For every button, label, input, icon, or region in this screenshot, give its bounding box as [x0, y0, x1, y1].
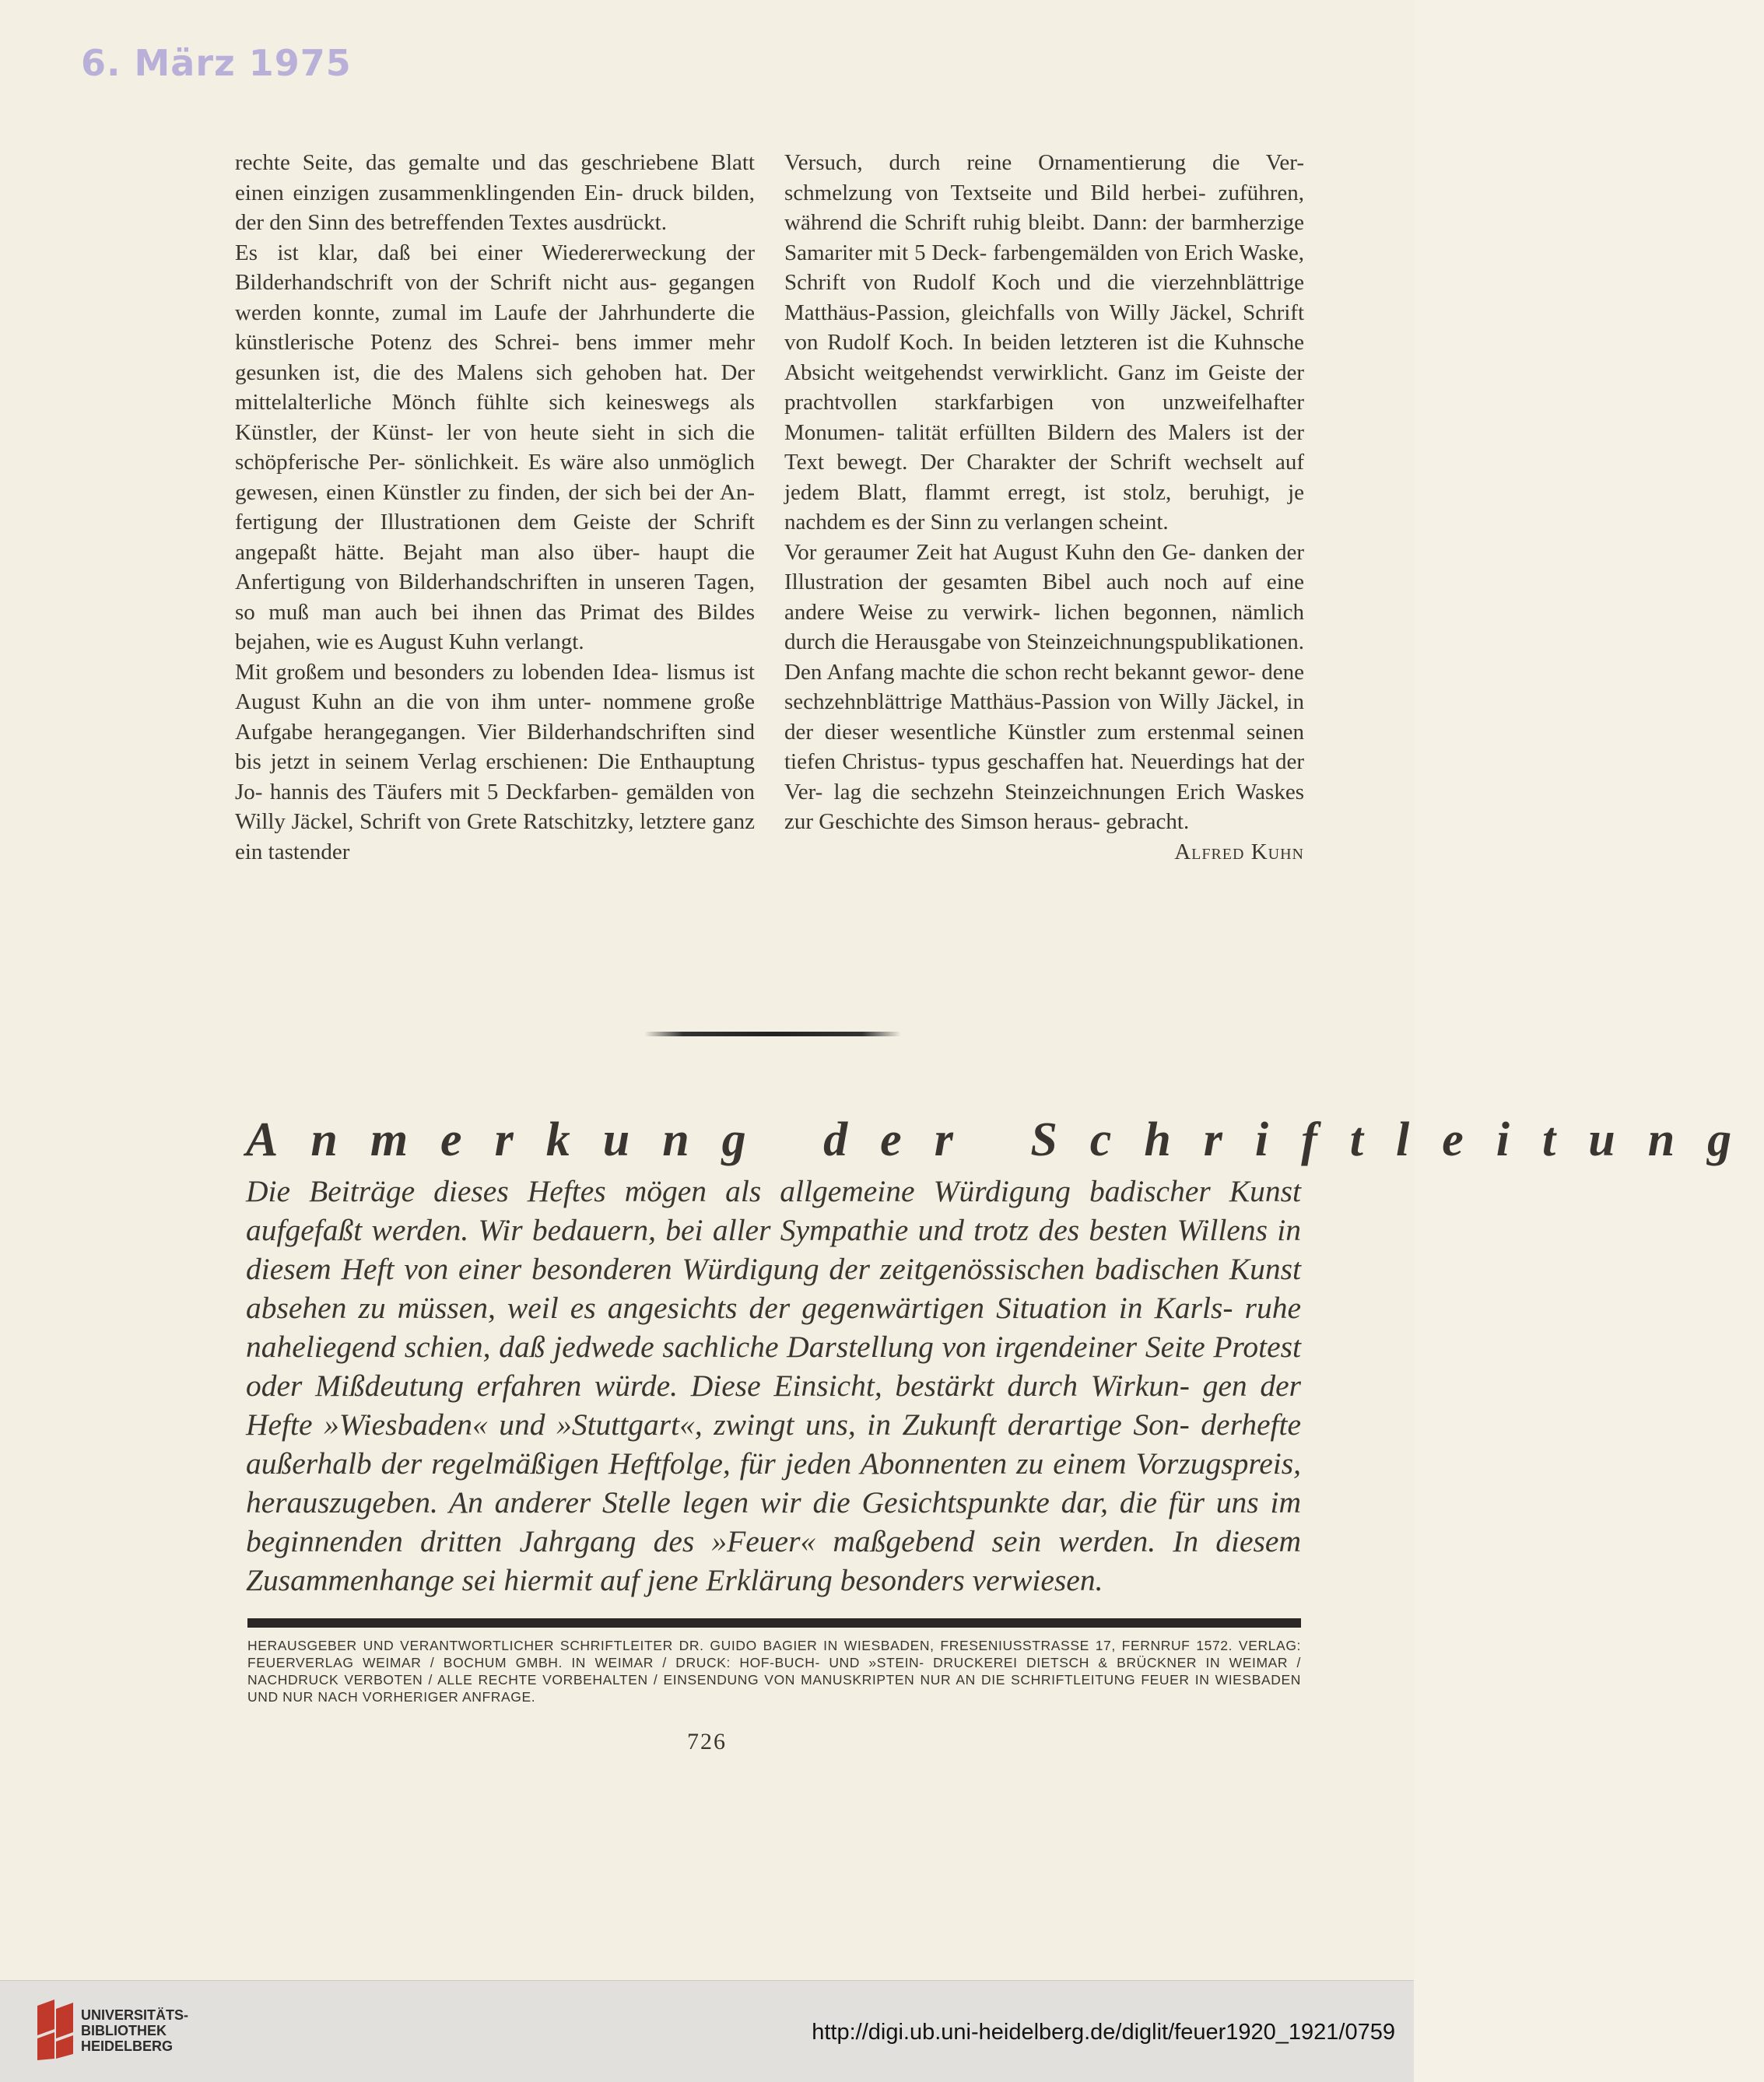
library-name-line: UNIVERSITÄTS-	[81, 2007, 189, 2023]
editorial-note	[246, 1113, 1764, 1600]
paragraph: Vor geraumer Zeit hat August Kuhn den Ge- danken der Illustration der gesamten Bibel auch noch auf eine andere Weise zu verwirk- lichen begonnen, nämlich durch die Herausgabe von Steinzeichnungspublikationen. Den Anfang machte die schon recht bekannt gewor- dene sechzehnblättrige Matthäus-Passion von Willy Jäckel, in der dieser wesentliche Künstler zum erstenmal seinen tiefen Christus- typus geschaffen hat. Neuerdings hat der Ver- lag die sechzehn Steinzeichnungen Erich Waskes zur Geschichte des Simson heraus- gebracht.	[784, 539, 1304, 834]
page-number: 726	[687, 1729, 727, 1754]
library-banner	[0, 1980, 1414, 2082]
section-divider	[644, 1032, 901, 1036]
source-url[interactable]: http://digi.ub.uni-heidelberg.de/diglit/feuer1920_1921/0759	[812, 2020, 1395, 2045]
paragraph: Versuch, durch reine Ornamentierung die Ver- schmelzung von Textseite und Bild herbei- zuführen, während die Schrift ruhig bleibt. Dann: der barmherzige Samariter mit 5 Deck- farbengemälden von Erich Waske, Schrift von Rudolf Koch und die vierzehnblättrige Matthäus-Passion, gleichfalls von Willy Jäckel, Schrift von Rudolf Koch. In beiden letzteren ist die Kuhnsche Absicht weitgehendst verwirklicht. Ganz im Geiste der prachtvollen starkfarbigen von unzweifelhafter Monumen- talität erfüllten Bildern des Malers ist der Text bewegt. Der Charakter der Schrift wechselt auf jedem Blatt, flammt erregt, ist stolz, beruhigt, je nachdem es der Sinn zu verlangen scheint.	[784, 150, 1304, 535]
date-stamp: 6. März 1975	[81, 42, 352, 84]
note-heading: Anmerkung der Schriftleitung	[246, 1113, 1764, 1166]
paragraph: rechte Seite, das gemalte und das geschriebene Blatt einen einzigen zusammenklingenden Ein- druck bilden, der den Sinn des betreffenden Textes ausdrückt.	[235, 150, 755, 235]
imprint-text: HERAUSGEBER UND VERANTWORTLICHER SCHRIFTLEITER DR. GUIDO BAGIER IN WIESBADEN, FRESENIUSSTRASSE 17, FERNRUF 1572. VERLAG: FEUERVERLAG WEIMAR / BOCHUM GMBH. IN WEIMAR / DRUCK: HOF-BUCH- UND »STEIN- DRUCKEREI DIETSCH & BRÜCKNER IN WEIMAR / NACHDRUCK VERBOTEN / ALLE RECHTE VORBEHALTEN / EINSENDUNG VON MANUSKRIPTEN NUR AN DIE SCHRIFTLEITUNG FEUER IN WIESBADEN UND NUR NACH VORHERIGER ANFRAGE.	[247, 1638, 1301, 1705]
library-name-line: BIBLIOTHEK	[81, 2023, 167, 2038]
article-columns	[235, 148, 1304, 980]
paragraph: Es ist klar, daß bei einer Wiedererweckung der Bilderhandschrift von der Schrift nicht aus- gegangen werden konnte, zumal im Laufe der Jahrhunderte die künstlerische Potenz des Schrei- bens immer mehr gesunken ist, die des Malens sich gehoben hat. Der mittelalterliche Mönch fühlte sich keineswegs als Künstler, der Künst- ler von heute sieht in sich die schöpferische Per- sönlichkeit. Es wäre also unmöglich gewesen, einen Künstler zu finden, der sich bei der An- fertigung der Illustrationen dem Geiste der Schrift angepaßt hätte. Bejaht man also über- haupt die Anfertigung von Bilderhandschriften in unseren Tagen, so muß man auch bei ihnen das Primat des Bildes bejahen, wie es August Kuhn verlangt.	[235, 240, 755, 654]
left-column	[235, 148, 755, 867]
footer-rule	[247, 1618, 1301, 1628]
note-body: Die Beiträge dieses Heftes mögen als allgemeine Würdigung badischer Kunst aufgefaßt werden. Wir bedauern, bei aller Sympathie und trotz des besten Willens in diesem Heft von einer besonderen Würdigung der zeitgenössischen badischen Kunst absehen zu müssen, weil es angesichts der gegenwärtigen Situation in Karls- ruhe naheliegend schien, daß jedwede sachliche Darstellung von irgendeiner Seite Protest oder Mißdeutung erfahren würde. Diese Einsicht, bestärkt durch Wirkun- gen der Hefte »Wiesbaden« und »Stuttgart«, zwingt uns, in Zukunft derartige Son- derhefte außerhalb der regelmäßigen Heftfolge, für jeden Abonnenten zu einem Vorzugspreis, herauszugeben. An anderer Stelle legen wir die Gesichtspunkte dar, die für uns im beginnenden dritten Jahrgang des »Feuer« maßgebend sein werden. In diesem Zusammenhange sei hiermit auf jene Erklärung besonders verwiesen.	[246, 1174, 1301, 1597]
right-column	[784, 148, 1304, 867]
author-signature: Alfred Kuhn	[1174, 839, 1304, 864]
library-name-line: HEIDELBERG	[81, 2038, 174, 2054]
library-logo-icon	[31, 1998, 78, 2060]
library-name	[81, 2007, 188, 2054]
paragraph: Mit großem und besonders zu lobenden Idea- lismus ist August Kuhn an die von ihm unter- nommene große Aufgabe herangegangen. Vier Bilderhandschriften sind bis jetzt in seinem Verlag erschienen: Die Enthauptung Jo- hannis des Täufers mit 5 Deckfarben- gemälden von Willy Jäckel, Schrift von Grete Ratschitzky, letztere ganz ein tastender	[235, 659, 755, 864]
